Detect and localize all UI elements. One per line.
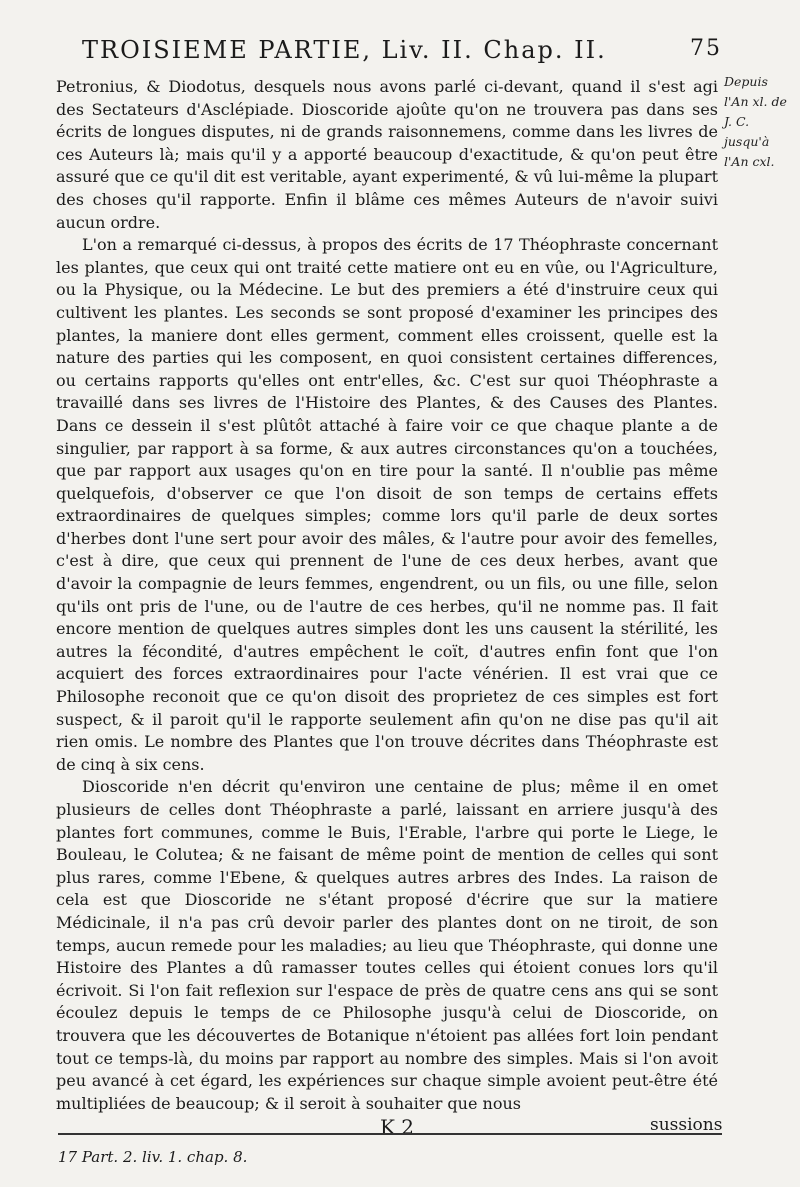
catchword: sussions [650, 1115, 723, 1135]
footnote: 17 Part. 2. liv. 1. chap. 8. [58, 1148, 248, 1166]
paragraph-1: Petronius, & Diodotus, desquels nous avons parlé ci-devant, quand il s'est agi des Sectateurs d'Asclépiade. Dioscoride ajoûte qu'on ne trouvera pas dans ses écrits de longues disputes, ni de grands raisonnemens, comme dans les livres de ces Auteurs là; mais qu'il y a apporté beaucoup d'exactitude, & qu'on peut être assuré que ce qu'il dit est veritable, ayant experimenté, & vû lui-même la plupart des choses qu'il rapporte. Enfin il blâme ces mêmes Auteurs de n'avoir suivi aucun ordre. [56, 77, 718, 232]
paragraph-3: Dioscoride n'en décrit qu'environ une centaine de plus; même il en omet plusieurs de celles dont Théophraste a parlé, laissant en arriere jusqu'à des plantes fort communes, comme le Buis, l'Erable, l'arbre qui porte le Liege, le Bouleau, le Colutea; & ne faisant de même point de mention de celles qui sont plus rares, comme l'Ebene, & quelques autres arbres des Indes. La raison de cela est que Dioscoride ne s'étant proposé d'écrire que sur la matiere Médicinale, il n'a pas crû devoir parler des plantes dont on ne tiroit, de son temps, aucun remede pour les maladies; au lieu que Théophraste, qui donne une Histoire des Plantes a dû ramasser toutes celles qui étoient conues lors qu'il écrivoit. Si l'on fait reflexion sur l'espace de près de quatre cens ans qui se sont écoulez depuis le temps de ce Philosophe jusqu'à celui de Dioscoride, on trouvera que les découvertes de Botanique n'étoient pas allées fort loin pendant tout ce temps-là, du moins par rapport au nombre des simples. Mais si l'on avoit peu avancé à cet égard, les expériences sur chaque simple avoient peut-être été multipliées de beaucoup; & il seroit à souhaiter que nous [56, 777, 718, 1113]
footnote-divider [58, 1133, 722, 1135]
signature-mark: K 2 [380, 1115, 415, 1139]
running-header [82, 30, 722, 66]
margin-note: Depuis l'An xl. de J. C. jusqu'à l'An cxl. [724, 74, 787, 169]
header-title: TROISIEME PARTIE, Liv. II. Chap. II. [82, 36, 607, 64]
paragraph-2: L'on a remarqué ci-dessus, à propos des écrits de 17 Théophraste concernant les plantes, que ceux qui ont traité cette matiere ont eu en vûe, ou l'Agriculture, ou la Physique, ou la Médecine. Le but des premiers a été d'instruire ceux qui cultivent les plantes. Les seconds se sont proposé d'examiner les principes des plantes, la maniere dont elles germent, comment elles croissent, quelle est la nature des parties qui les composent, en quoi consistent certaines differences, ou certains rapports qu'elles ont entr'elles, &c. C'est sur quoi Théophraste a travaillé dans ses livres de l'Histoire des Plantes, & des Causes des Plantes. Dans ce dessein il s'est plûtôt attaché à faire voir ce que chaque plante a de singulier, par rapport à sa forme, & aux autres circonstances qu'on a touchées, que par rapport aux usages qu'on en tire pour la santé. Il n'oublie pas même quelquefois, d'observer ce que l'on disoit de son temps de certains effets extraordinaires de quelques simples; comme lors qu'il parle de deux sortes d'herbes dont l'une sert pour avoir des mâles, & l'autre pour avoir des femelles, c'est à dire, que ceux qui prennent de l'une de ces deux herbes, avant que d'avoir la compagnie de leurs femmes, engendrent, ou un fils, ou une fille, selon qu'ils ont pris de l'une, ou de l'autre de ces herbes, qu'il ne nomme pas. Il fait encore mention de quelques autres simples dont les uns causent la stérilité, les autres la fécondité, d'autres empêchent le coït, d'autres enfin font que l'on acquiert des forces extraordinaires pour l'acte vénérien. Il est vrai que ce Philosophe reconoit que ce qu'on disoit des proprietez de ces simples est fort suspect, & il paroit qu'il le rapporte seulement afin qu'on ne dise pas qu'il ait rien omis. Le nombre des Plantes que l'on trouve décrites dans Théophraste est de cinq à six cens. [56, 235, 718, 774]
body-text [56, 76, 718, 1115]
page-number: 75 [690, 36, 722, 61]
